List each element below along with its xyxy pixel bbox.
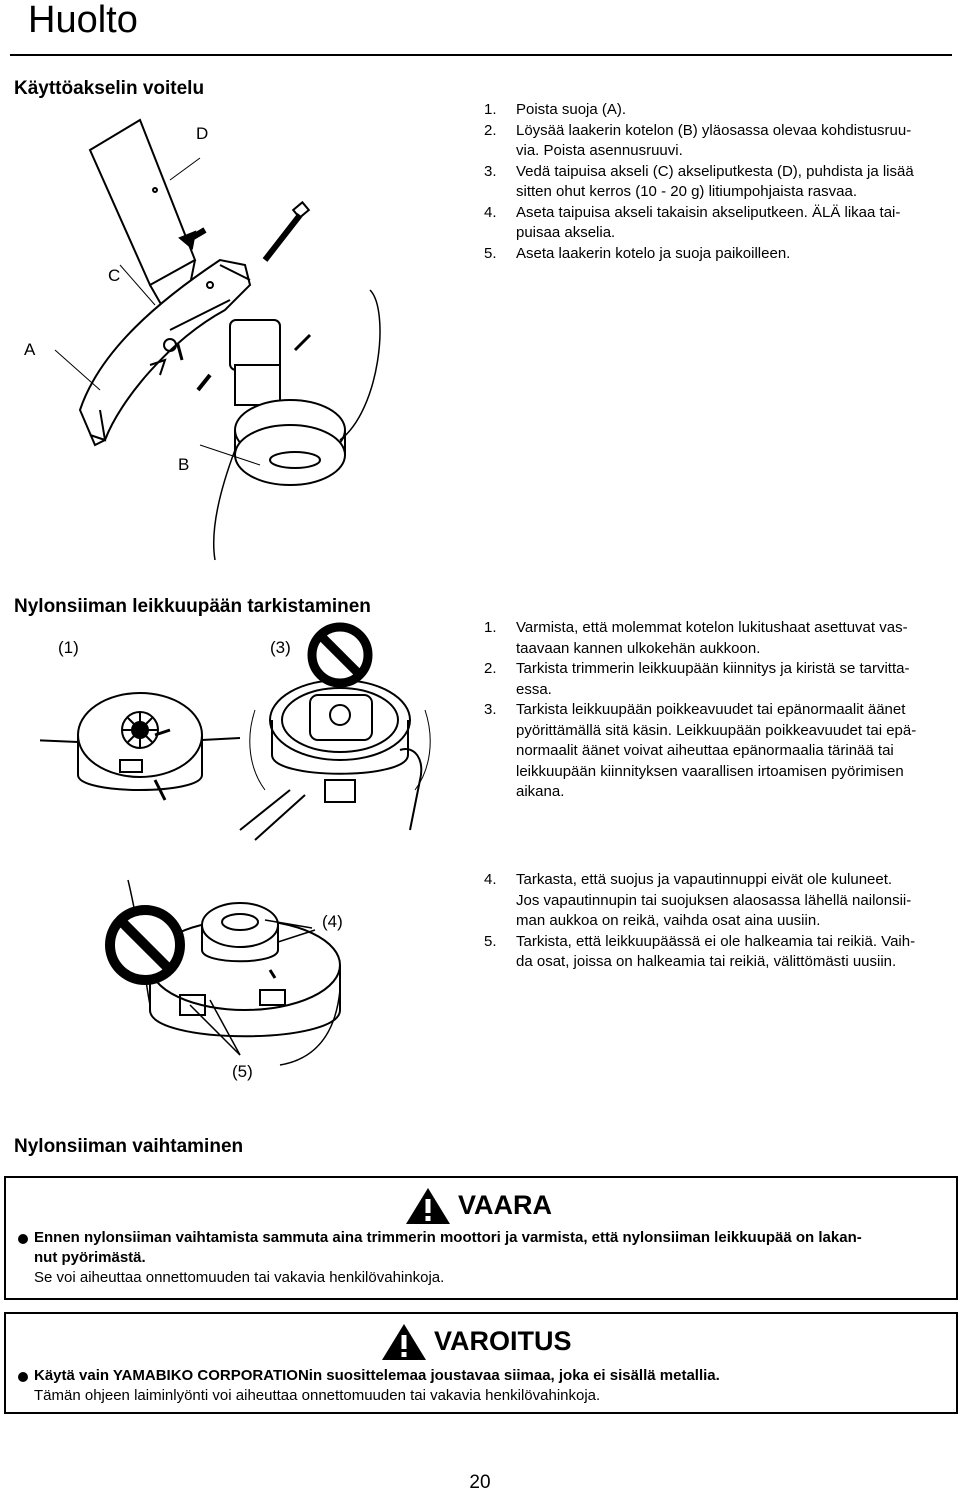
section-heading-lubrication: Käyttöakselin voitelu: [14, 78, 205, 99]
warning-triangle-icon: [380, 1322, 428, 1362]
inspection-steps: [484, 618, 954, 803]
trimmer-head-wear-illustration: [100, 870, 360, 1070]
danger-text: Se voi aiheuttaa onnettomuuden tai vakavia henkilövahinkoja.: [34, 1269, 445, 1286]
lubrication-steps: [484, 100, 954, 264]
drive-shaft-illustration: [20, 110, 460, 580]
inspection-step-2: 2. Tarkista trimmerin leikkuupään kiinnitys ja kiristä se tarvitta- essa.: [484, 660, 910, 698]
warning-triangle-icon: [404, 1186, 452, 1226]
label-3: (3): [270, 638, 291, 657]
inspection-step-5: 5. Tarkista, että leikkuupäässä ei ole halkeamia tai reikiä. Vaih- da osat, joissa on halkeamia tai reikiä, välittömästi uusiin.: [484, 932, 916, 970]
step-1: 1. Poista suoja (A).: [484, 101, 627, 118]
step-4: 4. Aseta taipuisa akseli takaisin akseliputkeen. ÄLÄ likaa tai- puisaa akselia.: [484, 203, 901, 241]
inspection-step-1: 1. Varmista, että molemmat kotelon lukitushaat asettuvat vas- taavaan kannen ulkokehän aukkoon.: [484, 619, 908, 657]
section-heading-inspection: Nylonsiiman leikkuupään tarkistaminen: [14, 596, 371, 617]
title-divider: [10, 54, 952, 56]
page-number: 20: [469, 1472, 491, 1493]
step-3: 3. Vedä taipuisa akseli (C) akseliputkesta (D), puhdista ja lisää sitten ohut kerros (10 - 20 g) litiumpohjaista rasvaa.: [484, 162, 914, 200]
label-c: C: [108, 266, 121, 285]
section-heading-line-replacement: Nylonsiiman vaihtaminen: [14, 1136, 244, 1157]
warning-text: Tämän ohjeen laiminlyönti voi aiheuttaa onnettomuuden tai vakavia henkilövahinkoja.: [34, 1387, 601, 1404]
trimmer-head-check-illustration: [40, 620, 460, 850]
inspection-step-3: 3. Tarkista leikkuupään poikkeavuudet tai epänormaalit äänet pyörittämällä sitä käsin. Leikkuupään poikkeavuudet tai epä- normaalit äänet voivat aiheuttaa epänormaalia tärinää tai leikkuupään kiinnityksen vaarallisen irtoamisen pyörimisen aikana.: [484, 701, 917, 800]
danger-bold-text: Ennen nylonsiiman vaihtamista sammuta aina trimmerin moottori ja varmista, että nylonsiiman leikkuupää on lakan- nut pyörimästä.: [34, 1229, 862, 1266]
step-2: 2. Löysää laakerin kotelon (B) yläosassa olevaa kohdistusruu- via. Poista asennusruuvi.: [484, 121, 912, 159]
label-1: (1): [58, 638, 79, 657]
label-4: (4): [322, 912, 343, 931]
bullet-icon: [18, 1234, 28, 1244]
danger-title: VAARA: [458, 1190, 552, 1220]
step-5: 5. Aseta laakerin kotelo ja suoja paikoilleen.: [484, 244, 791, 262]
page-title: Huolto: [28, 0, 138, 41]
label-5: (5): [232, 1062, 253, 1081]
danger-box: [4, 1176, 958, 1300]
inspection-step-4: 4. Tarkasta, että suojus ja vapautinnuppi eivät ole kuluneet. Jos vapautinnupin tai suojuksen alaosassa lähellä nailonsii- man aukkoa on reikä, vaihda osat aina uusiin.: [484, 871, 912, 929]
label-a: A: [24, 340, 36, 359]
label-d: D: [196, 124, 209, 143]
warning-bold-text: Käytä vain YAMABIKO CORPORATIONin suosittelemaa joustavaa siimaa, joka ei sisällä metallia.: [34, 1367, 720, 1384]
warning-box: [4, 1312, 958, 1414]
bullet-icon: [18, 1372, 28, 1382]
warning-title: VAROITUS: [434, 1326, 572, 1356]
label-b: B: [178, 455, 190, 474]
wear-check-steps: [484, 870, 954, 973]
